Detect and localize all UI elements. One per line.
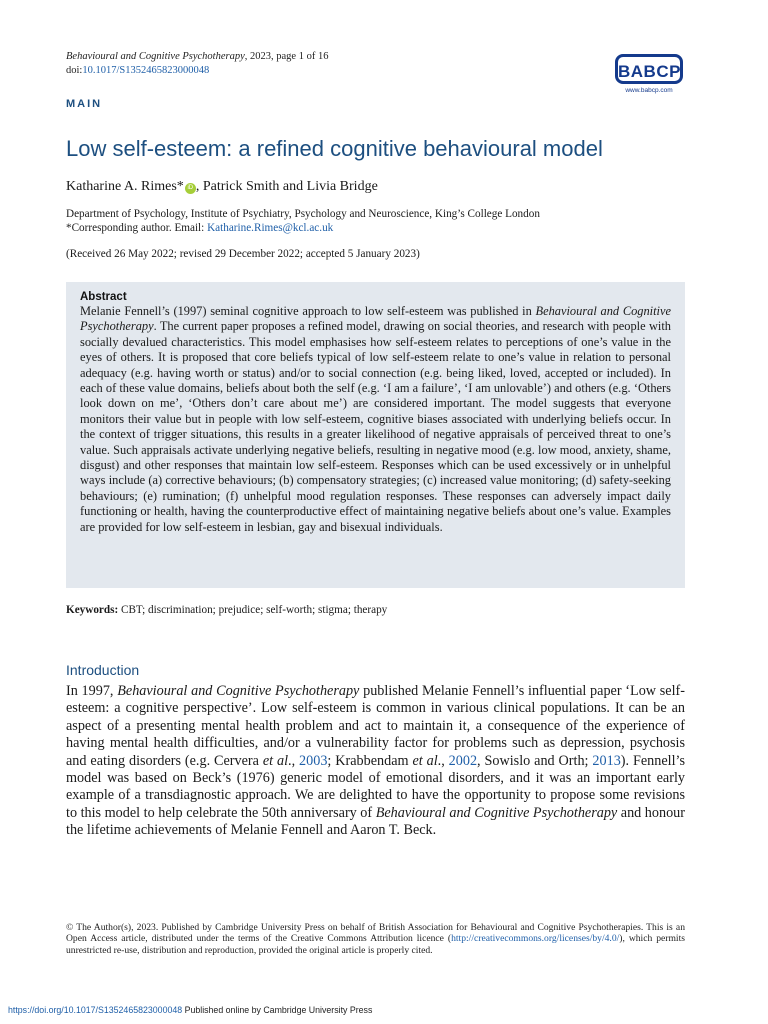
section-label: MAIN [66,98,103,110]
intro-etal: et al [262,752,289,769]
affiliation-dept: Department of Psychology, Institute of Psychiatry, Psychology and Neuroscience, King’s College London [66,208,540,220]
logo-url: www.babcp.com [625,87,673,94]
abstract-part: . The current paper proposes a refined model, drawing on social theories, and research with people with socially devalued characteristics. This model emphasises how self-esteem relates to perceptions of one’s value in the eyes of others. It is proposed that core beliefs typical of low self-esteem relate to one’s value in relation to personal adequacy (e.g. having worth or status) and/or to social connection (e.g. being liked, loved, accepted or included). In each of these value domains, beliefs about both the self (e.g. ‘I am a failure’, ‘I am unlovable’) and others (e.g. ‘Others look down on me’, ‘Others don’t care about me’) are considered important. The model suggests that everyone monitors their value but in people with low self-esteem, cognitive biases associated with underlying beliefs occur. In the context of trigger situations, this results in a greater likelihood of negative appraisals of perceived threat to one’s value. Such appraisals activate underlying negative beliefs, resulting in negative mood (e.g. low mood, anxiety, shame, disgust) and other responses that maintain low self-esteem. Responses which can be used excessively or in unhelpful ways include (a) corrective behaviours; (b) compensatory strategies; (c) increased value monitoring; (d) safety-seeking behaviours; (e) rumination; (f) unhelpful mood regulation responses. These responses can adversely impact daily functioning or health, having the counterproductive effect of maintaining negative beliefs about one’s value. Examples are provided for low self-esteem in lesbian, gay and bisexual individuals. [80,319,671,534]
keywords-label: Keywords: [66,604,119,616]
corresponding-label: *Corresponding author. Email: [66,222,208,234]
email-link[interactable]: Katharine.Rimes@kcl.ac.uk [207,222,334,234]
introduction-text [66,683,685,840]
keywords [66,604,387,616]
abstract-part: Melanie Fennell’s (1997) seminal cognitive approach to low self-esteem was published in [80,304,536,318]
author-list [66,179,378,195]
journal-meta: , 2023, page 1 of 16 [244,51,329,62]
license-link[interactable]: http://creativecommons.org/licenses/by/4.0/ [451,933,620,945]
intro-part: ., [288,752,300,769]
intro-journal: Behavioural and Cognitive Psychotherapy [117,683,360,699]
introduction-heading: Introduction [66,662,140,678]
intro-part: In 1997, [66,683,118,699]
intro-part: , Sowislo and Orth; [477,752,593,769]
abstract-text [80,304,671,535]
keywords-text: CBT; discrimination; prejudice; self-worth; stigma; therapy [118,604,388,616]
logo-wordmark: BABCP [615,54,683,84]
doi-link[interactable]: 10.1017/S1352465823000048 [82,65,210,76]
doi-prefix: doi: [66,65,83,76]
intro-part: published Melanie Fennell’s influential paper ‘Low self-esteem: a cognitive perspective’. Low self-esteem is common in various clinical populations. It can be an aspect of a presenting mental health problem and act to maintain it, a consequence of the experience of having mental health difficulties, and/or a vulnerability factor for problems such as depression, psychosis and eating disorders (e.g. Cervera [66,683,685,769]
abstract-journal: Behavioural and Cognitive Psychotherapy [80,304,671,334]
citation-link[interactable]: 2013 [592,752,621,769]
babcp-logo[interactable] [612,54,686,98]
citation-link[interactable]: 2002 [448,752,478,769]
received-dates: (Received 26 May 2022; revised 29 December 2022; accepted 5 January 2023) [66,248,420,260]
license-part: ), which permits unrestricted re-use, distribution and reproduction, provided the original article is properly cited. [66,933,685,956]
intro-etal: et al [412,752,438,769]
page-footer [8,1005,372,1015]
abstract-heading: Abstract [80,291,127,303]
intro-part: ; Krabbendam [327,752,413,769]
article-title: Low self-esteem: a refined cognitive behavioural model [66,136,603,161]
intro-journal: Behavioural and Cognitive Psychotherapy [375,804,618,821]
license-part: © The Author(s), 2023. Published by Cambridge University Press on behalf of British Association for Behavioural and Cognitive Psychotherapies. This is an Open Access article, distributed under the terms of the Creative Commons Attribution licence ( [66,922,685,945]
license-notice [66,922,685,956]
citation-link[interactable]: 2003 [299,752,328,769]
intro-part: and honour the lifetime achievements of Melanie Fennell and Aaron T. Beck. [66,804,685,839]
intro-part: ., [437,752,449,769]
intro-part: ). Fennell’s model was based on Beck’s (1976) generic model of emotional disorders, and it was an important early example of a transdiagnostic approach. We are delighted to have the opportunity to propose some revisions to this model to help celebrate the 50th anniversary of [66,752,685,821]
footer-text: Published online by Cambridge University Press [182,1005,373,1015]
footer-doi-link[interactable]: https://doi.org/10.1017/S1352465823000048 [8,1005,183,1015]
author-first: Katharine A. Rimes* [66,179,184,194]
abstract-box [66,282,685,588]
journal-name: Behavioural and Cognitive Psychotherapy [66,51,245,62]
orcid-icon[interactable]: iD [185,183,196,194]
author-rest: , Patrick Smith and Livia Bridge [195,179,378,194]
affiliation [66,207,540,235]
journal-citation [66,50,328,78]
